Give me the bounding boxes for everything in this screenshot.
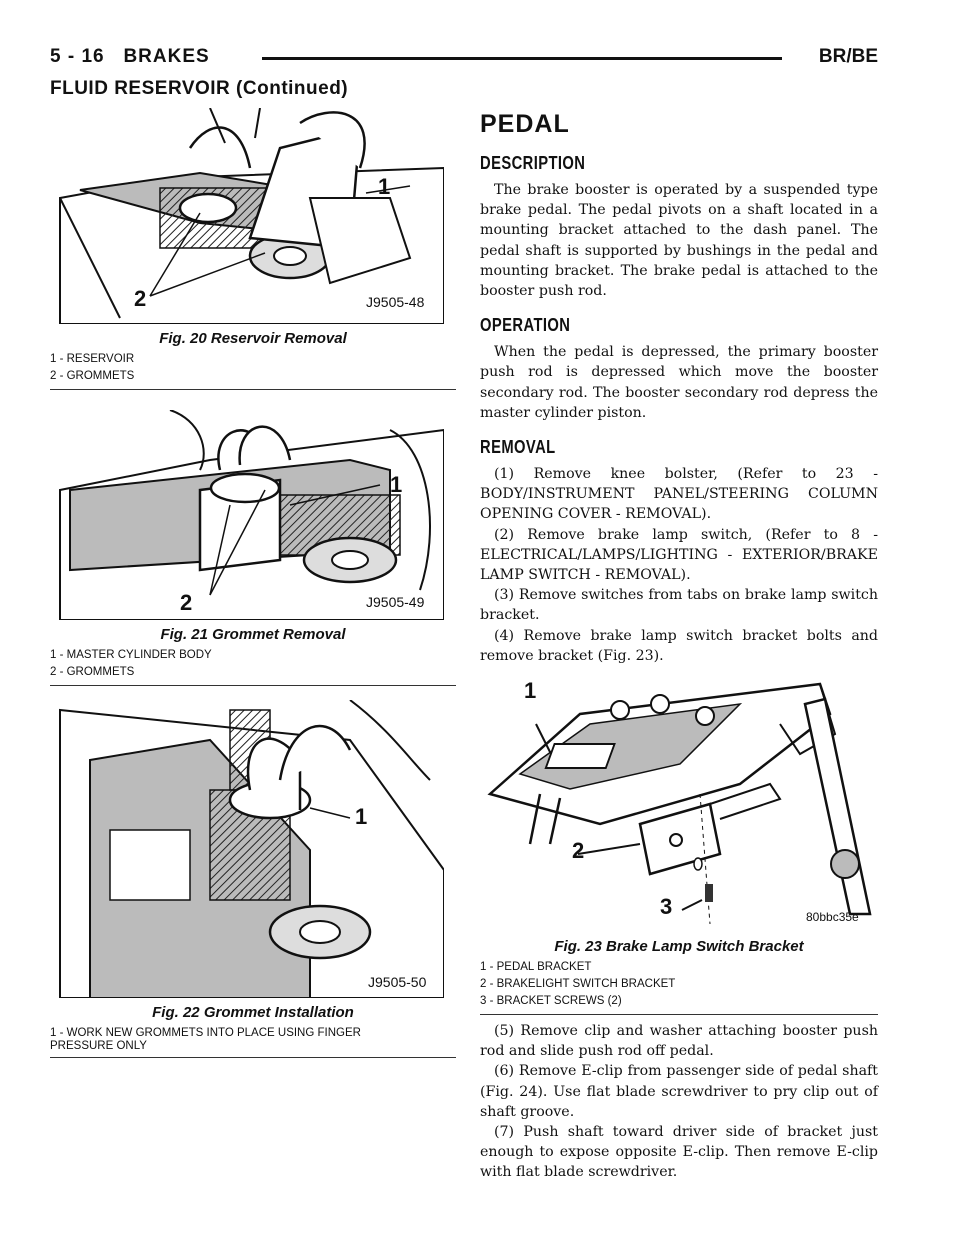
operation-heading: OPERATION: [480, 315, 571, 336]
removal-step: (3) Remove switches from tabs on brake lamp switch bracket.: [480, 587, 878, 624]
main-column: [480, 110, 878, 1183]
figure-code: 80bbc35e: [806, 910, 859, 925]
figure-23: [480, 674, 878, 1015]
callout-2: 2: [572, 838, 585, 864]
continued-heading: FLUID RESERVOIR (Continued): [50, 78, 349, 99]
callout-3: 3: [660, 894, 673, 920]
legend-item: 3 - BRACKET SCREWS (2): [480, 995, 622, 1008]
callout-2: 2: [180, 590, 193, 615]
figure-caption: Fig. 22 Grommet Installation: [152, 1004, 354, 1021]
figure-divider: [50, 685, 456, 686]
legend-item: PRESSURE ONLY: [50, 1040, 147, 1052]
legend-item: 1 - MASTER CYLINDER BODY: [50, 649, 212, 661]
section-title: PEDAL: [480, 110, 570, 138]
callout-1: 1: [524, 678, 537, 704]
legend-item: 1 - PEDAL BRACKET: [480, 961, 592, 974]
figure-20: [50, 108, 456, 390]
figure-divider: [50, 1057, 456, 1058]
figure-divider: [50, 389, 456, 390]
removal-step: (6) Remove E-clip from passenger side of pedal shaft (Fig. 24). Use flat blade screwdriver to pry clip out of shaft groove.: [480, 1063, 878, 1120]
figure-legend: [50, 647, 456, 681]
legend-item: 1 - WORK NEW GROMMETS INTO PLACE USING FINGER: [50, 1027, 361, 1039]
callout-2: 2: [134, 286, 147, 311]
legend-item: 2 - BRAKELIGHT SWITCH BRACKET: [480, 978, 676, 991]
removal-step: (7) Push shaft toward driver side of bracket just enough to expose opposite E-clip. Then remove E-clip with flat blade screwdriver.: [480, 1124, 878, 1181]
figure-divider: [480, 1014, 878, 1015]
removal-step: (4) Remove brake lamp switch bracket bolts and remove bracket (Fig. 23).: [480, 627, 878, 664]
callout-1: 1: [378, 174, 391, 199]
figure-code: J9505-49: [366, 594, 425, 610]
description-heading: DESCRIPTION: [480, 153, 586, 173]
removal-heading: REMOVAL: [480, 437, 556, 458]
page-header: [50, 44, 878, 74]
figure-caption: Fig. 21 Grommet Removal: [160, 626, 346, 643]
callout-1: 1: [355, 804, 368, 829]
figure-code: J9505-50: [368, 974, 427, 990]
figure-21-illustration: [50, 410, 444, 620]
figure-22: [50, 700, 456, 1058]
legend-item: 2 - GROMMETS: [50, 666, 135, 678]
figure-legend: [480, 959, 878, 1010]
removal-step: (2) Remove brake lamp switch, (Refer to 8 - ELECTRICAL/LAMPS/LIGHTING - EXTERIOR/BRAKE LAMP SWITCH - REMOVAL).: [480, 526, 878, 584]
page-number: 5 - 16 BRAKES: [50, 46, 210, 67]
figure-legend: [50, 351, 456, 385]
figure-code: J9505-48: [366, 294, 425, 310]
figure-caption: Fig. 20 Reservoir Removal: [159, 330, 347, 347]
figure-legend: [50, 1027, 456, 1053]
description-text: The brake booster is operated by a suspended type brake pedal. The pedal pivots on a shaft located in a mounting bracket attached to the dash panel. The pedal shaft is supported by bushings in the pedal and mounting bracket. The brake pedal is attached to the booster push rod.: [480, 182, 878, 300]
removal-step: (1) Remove knee bolster, (Refer to 23 - BODY/INSTRUMENT PANEL/STEERING COLUMN OPENING COVER - REMOVAL).: [480, 466, 878, 523]
header-rule: [262, 57, 782, 60]
legend-item: 1 - RESERVOIR: [50, 353, 135, 365]
figure-21: [50, 410, 456, 686]
figure-22-illustration: [50, 700, 444, 998]
figure-20-illustration: [50, 108, 444, 324]
legend-item: 2 - GROMMETS: [50, 370, 135, 382]
figure-23-illustration: [480, 674, 878, 934]
model-code: BR/BE: [818, 46, 878, 67]
operation-text: When the pedal is depressed, the primary booster push rod is depressed which move the booster secondary rod. The booster secondary rod depress the master cylinder piston.: [480, 344, 878, 421]
removal-step: (5) Remove clip and washer attaching booster push rod and slide push rod off pedal.: [480, 1023, 878, 1060]
figure-caption: Fig. 23 Brake Lamp Switch Bracket: [554, 938, 804, 956]
callout-1: 1: [390, 472, 403, 497]
